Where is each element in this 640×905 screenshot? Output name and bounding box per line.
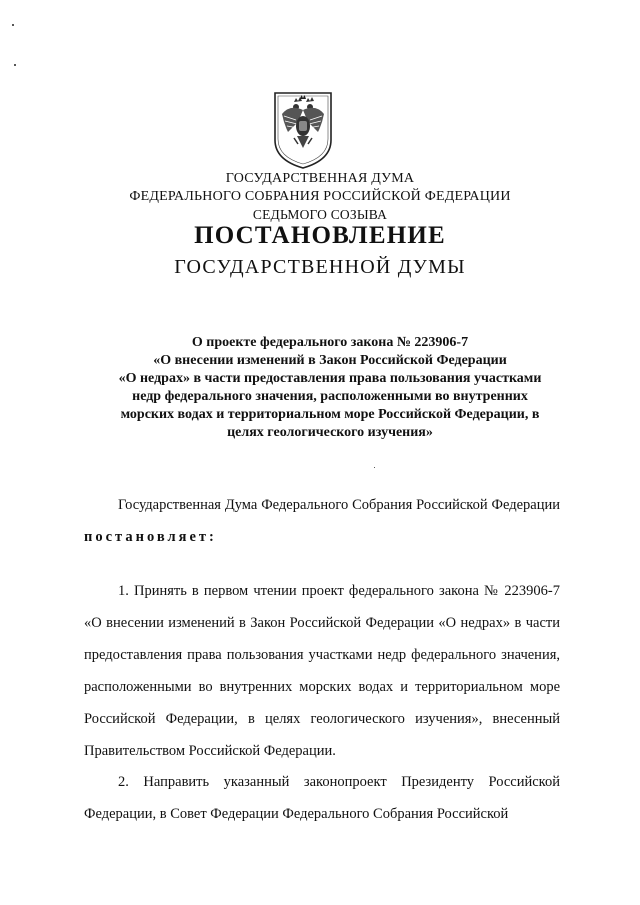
header-line-assembly: ФЕДЕРАЛЬНОГО СОБРАНИЯ РОССИЙСКОЙ ФЕДЕРАЦИИ <box>129 189 511 204</box>
scan-speck <box>14 64 16 66</box>
paragraph-2: 2. Направить указанный законопроект Президенту Российской Федерации, в Совет Федерации Федерального Собрания Российской <box>84 774 560 822</box>
paragraph-1: 1. Принять в первом чтении проект федерального закона № 223906-7 «О внесении изменений в Закон Российской Федерации «О недрах» в части предоставления права пользования участками недр федерального значения, расположенными во внутренних морских водах и территориальном море Российской Федерации, в целях геологического изучения», внесенный Правительством Российской Федерации. <box>84 583 560 759</box>
subject-line: «О внесении изменений в Закон Российской Федерации <box>153 353 507 368</box>
header-line-convocation: СЕДЬМОГО СОЗЫВА <box>252 207 388 222</box>
scan-speck <box>374 467 375 468</box>
subject-line: «О недрах» в части предоставления права пользования участками <box>118 371 542 386</box>
preamble-text: Государственная Дума Федерального Собрания Российской Федерации <box>118 497 560 513</box>
preamble-paragraph <box>84 489 560 553</box>
document-subtitle: ГОСУДАРСТВЕННОЙ ДУМЫ <box>174 256 466 278</box>
coat-of-arms-icon <box>272 90 334 170</box>
subject-line: целях геологического изучения» <box>227 425 433 440</box>
document-title: ПОСТАНОВЛЕНИЕ <box>194 222 446 249</box>
issuer-header <box>0 170 640 224</box>
decree-word: постановляет: <box>84 529 217 545</box>
scan-speck <box>12 24 14 26</box>
subject-line: О проекте федерального закона № 223906-7 <box>191 335 469 350</box>
subject-line: морских водах и территориальном море Российской Федерации, в <box>120 407 540 422</box>
document-subject <box>80 334 580 442</box>
header-line-duma: ГОСУДАРСТВЕННАЯ ДУМА <box>225 171 415 186</box>
subject-line: недр федерального значения, расположенными во внутренних <box>132 389 528 404</box>
